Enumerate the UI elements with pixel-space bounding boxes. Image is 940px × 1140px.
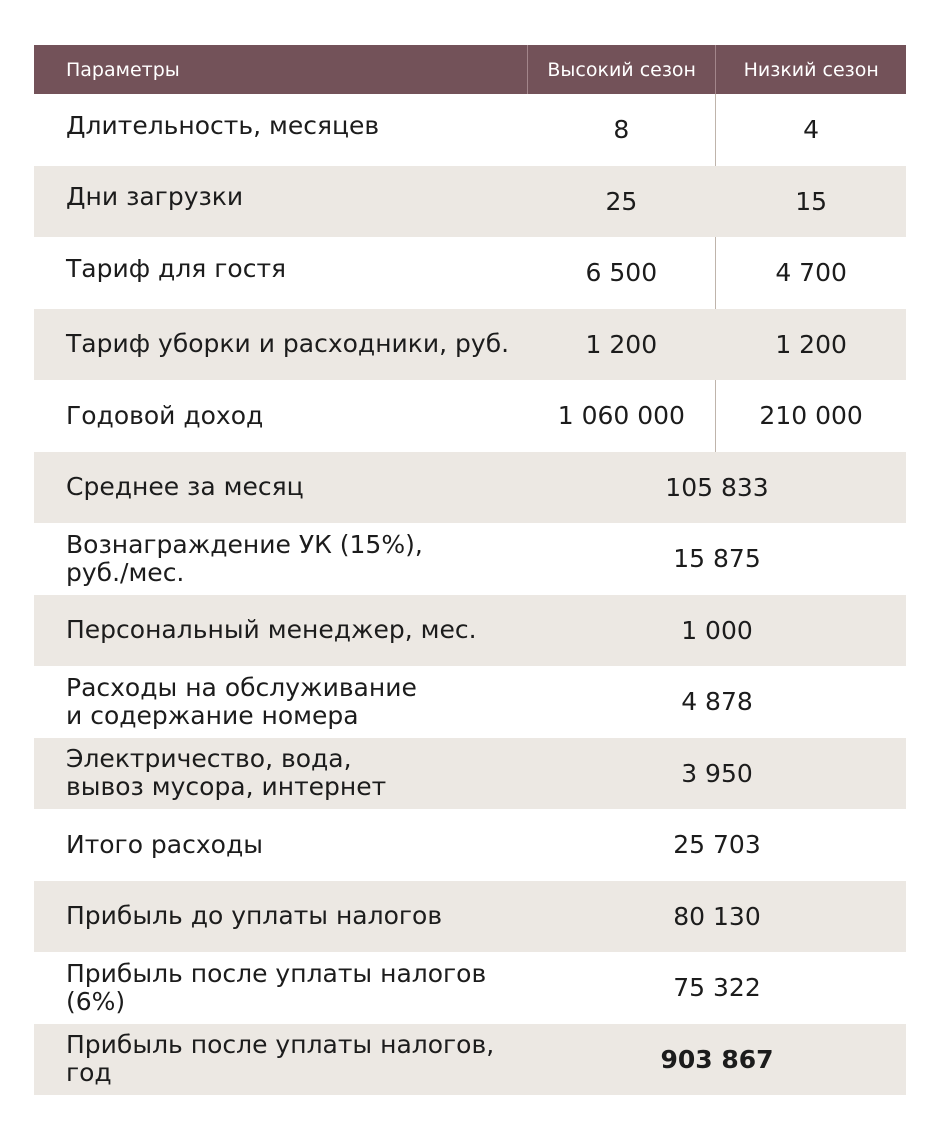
table-row: [34, 809, 906, 881]
header-low-season: Низкий сезон: [715, 45, 906, 94]
combined-value: 75 322: [673, 973, 761, 1003]
row-label: [34, 523, 528, 595]
table-row: [34, 595, 906, 667]
high-season-value: 25: [605, 186, 638, 216]
table-row: [34, 237, 906, 309]
row-label: [34, 452, 528, 524]
table-row: [34, 738, 906, 810]
table-row: [34, 452, 906, 524]
row-label: Тариф для гостя: [66, 253, 287, 283]
finance-table: [34, 45, 906, 1095]
low-season-value: 210 000: [715, 380, 906, 452]
low-season-value: 1 200: [775, 329, 847, 359]
combined-value: 4 878: [681, 687, 753, 717]
combined-value: 25 703: [673, 830, 761, 860]
table-row: [34, 952, 906, 1024]
row-label: [34, 881, 528, 953]
row-label-line: Прибыль после уплаты налогов: [66, 958, 487, 988]
combined-value: 3 950: [681, 758, 753, 788]
table-row: [34, 94, 906, 166]
row-label-line: Персональный менеджер, мес.: [66, 615, 477, 645]
annual-profit-value: 903 867: [660, 1044, 774, 1074]
table-row: [34, 881, 906, 953]
table-row: [34, 166, 906, 238]
high-season-value: 1 200: [585, 329, 658, 359]
row-label-line: год: [66, 1058, 112, 1088]
row-label: Длительность, месяцев: [66, 110, 380, 140]
row-label: Годовой доход: [66, 400, 264, 430]
row-label-line: Прибыль до уплаты налогов: [66, 901, 443, 931]
row-label: [34, 809, 528, 881]
row-label: [34, 1024, 528, 1096]
row-label: Дни загрузки: [66, 182, 244, 212]
row-label-line: Расходы на обслуживание: [66, 672, 417, 702]
row-label: [34, 666, 528, 738]
header-parameters: Параметры: [66, 58, 180, 81]
combined-value: 105 833: [665, 472, 769, 502]
table-header: [34, 45, 906, 94]
table-row: [34, 309, 906, 381]
row-label-line: Среднее за месяц: [66, 472, 304, 502]
row-label: [34, 738, 528, 810]
table-row: [34, 666, 906, 738]
high-season-value: 6 500: [585, 258, 658, 288]
row-label-line: Электричество, вода,: [66, 744, 352, 774]
table-row: [34, 523, 906, 595]
high-season-value: 8: [613, 115, 630, 145]
low-season-value: 4 700: [715, 237, 906, 309]
row-label-line: вывоз мусора, интернет: [66, 772, 387, 802]
row-label-line: (6%): [66, 986, 126, 1016]
row-label-line: и содержание номера: [66, 700, 359, 730]
combined-value: 1 000: [681, 615, 753, 645]
table-row: [34, 1024, 906, 1096]
combined-value: 15 875: [673, 544, 761, 574]
low-season-value: 15: [795, 186, 828, 216]
row-label: Тариф уборки и расходники, руб.: [66, 329, 510, 359]
table-row: [34, 380, 906, 452]
combined-value: 80 130: [673, 901, 761, 931]
row-label-line: Вознаграждение УК (15%),: [66, 529, 423, 559]
row-label-line: Прибыль после уплаты налогов,: [66, 1030, 495, 1060]
row-label: [34, 952, 528, 1024]
row-label: [34, 595, 528, 667]
row-label-line: руб./мес.: [66, 557, 185, 587]
row-label-line: Итого расходы: [66, 829, 263, 859]
low-season-value: 4: [715, 94, 906, 166]
header-high-season: Высокий сезон: [527, 45, 716, 94]
high-season-value: 1 060 000: [557, 401, 685, 431]
